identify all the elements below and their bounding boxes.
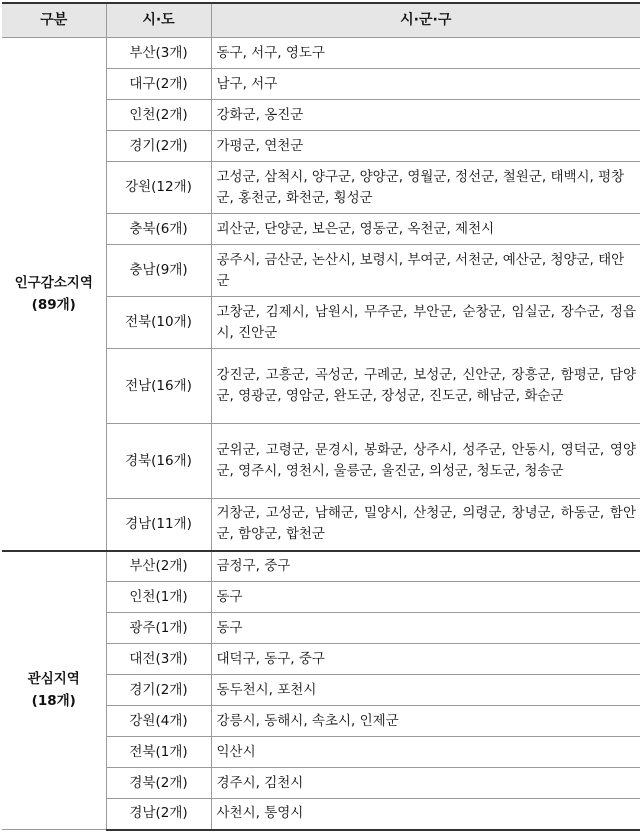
province-cell: 경북(2개) xyxy=(106,768,211,799)
cities-cell: 강진군, 고흥군, 곡성군, 구례군, 보성군, 신안군, 장흥군, 함평군, 담양군, 영광군, 영암군, 완도군, 장성군, 진도군, 해남군, 화순군 xyxy=(211,349,640,424)
header-cities: 시·군·구 xyxy=(211,3,640,38)
category-label: 인구감소지역 xyxy=(14,274,93,291)
header-row xyxy=(2,3,640,38)
cities-cell: 동구 xyxy=(211,613,640,644)
province-cell: 경북(16개) xyxy=(106,424,211,499)
province-cell: 강원(12개) xyxy=(106,162,211,214)
header-province: 시·도 xyxy=(106,3,211,38)
cities-cell: 군위군, 고령군, 문경시, 봉화군, 상주시, 성주군, 안동시, 영덕군, 영양군, 영주시, 영천시, 울릉군, 울진군, 의성군, 청도군, 청송군 xyxy=(211,424,640,499)
cities-cell: 고창군, 김제시, 남원시, 무주군, 부안군, 순창군, 임실군, 장수군, 정읍시, 진안군 xyxy=(211,297,640,349)
category-label: 관심지역 xyxy=(27,671,80,688)
cities-cell: 가평군, 연천군 xyxy=(211,131,640,162)
province-cell: 전북(10개) xyxy=(106,297,211,349)
cities-cell: 강릉시, 동해시, 속초시, 인제군 xyxy=(211,706,640,737)
province-cell: 대구(2개) xyxy=(106,69,211,100)
cities-cell: 사천시, 통영시 xyxy=(211,799,640,830)
cities-cell: 괴산군, 단양군, 보은군, 영동군, 옥천군, 제천시 xyxy=(211,214,640,245)
cities-cell: 강화군, 옹진군 xyxy=(211,100,640,131)
cities-cell: 동구, 서구, 영도구 xyxy=(211,38,640,69)
category-cell-interest xyxy=(2,551,106,830)
cities-cell: 고성군, 삼척시, 양구군, 양양군, 영월군, 정선군, 철원군, 태백시, 평창군, 홍천군, 화천군, 횡성군 xyxy=(211,162,640,214)
cities-cell: 공주시, 금산군, 논산시, 보령시, 부여군, 서천군, 예산군, 청양군, 태안군 xyxy=(211,245,640,297)
category-count: (89개) xyxy=(31,296,76,313)
province-cell: 경남(11개) xyxy=(106,499,211,551)
province-cell: 경기(2개) xyxy=(106,131,211,162)
cities-cell: 금정구, 중구 xyxy=(211,551,640,582)
cities-cell: 동구 xyxy=(211,582,640,613)
category-count: (18개) xyxy=(31,693,76,710)
header-category: 구분 xyxy=(2,3,106,38)
province-cell: 부산(2개) xyxy=(106,551,211,582)
province-cell: 전남(16개) xyxy=(106,349,211,424)
province-cell: 광주(1개) xyxy=(106,613,211,644)
province-cell: 경기(2개) xyxy=(106,675,211,706)
province-cell: 경남(2개) xyxy=(106,799,211,830)
cities-cell: 남구, 서구 xyxy=(211,69,640,100)
province-cell: 전북(1개) xyxy=(106,737,211,768)
cities-cell: 동두천시, 포천시 xyxy=(211,675,640,706)
cities-cell: 익산시 xyxy=(211,737,640,768)
province-cell: 대전(3개) xyxy=(106,644,211,675)
province-cell: 부산(3개) xyxy=(106,38,211,69)
region-table xyxy=(2,2,640,831)
category-cell-population-decline xyxy=(2,38,106,551)
province-cell: 충북(6개) xyxy=(106,214,211,245)
cities-cell: 대덕구, 동구, 중구 xyxy=(211,644,640,675)
table-row xyxy=(2,551,640,582)
table-row xyxy=(2,38,640,69)
province-cell: 강원(4개) xyxy=(106,706,211,737)
cities-cell: 거창군, 고성군, 남해군, 밀양시, 산청군, 의령군, 창녕군, 하동군, 함안군, 함양군, 합천군 xyxy=(211,499,640,551)
province-cell: 충남(9개) xyxy=(106,245,211,297)
province-cell: 인천(1개) xyxy=(106,582,211,613)
cities-cell: 경주시, 김천시 xyxy=(211,768,640,799)
province-cell: 인천(2개) xyxy=(106,100,211,131)
